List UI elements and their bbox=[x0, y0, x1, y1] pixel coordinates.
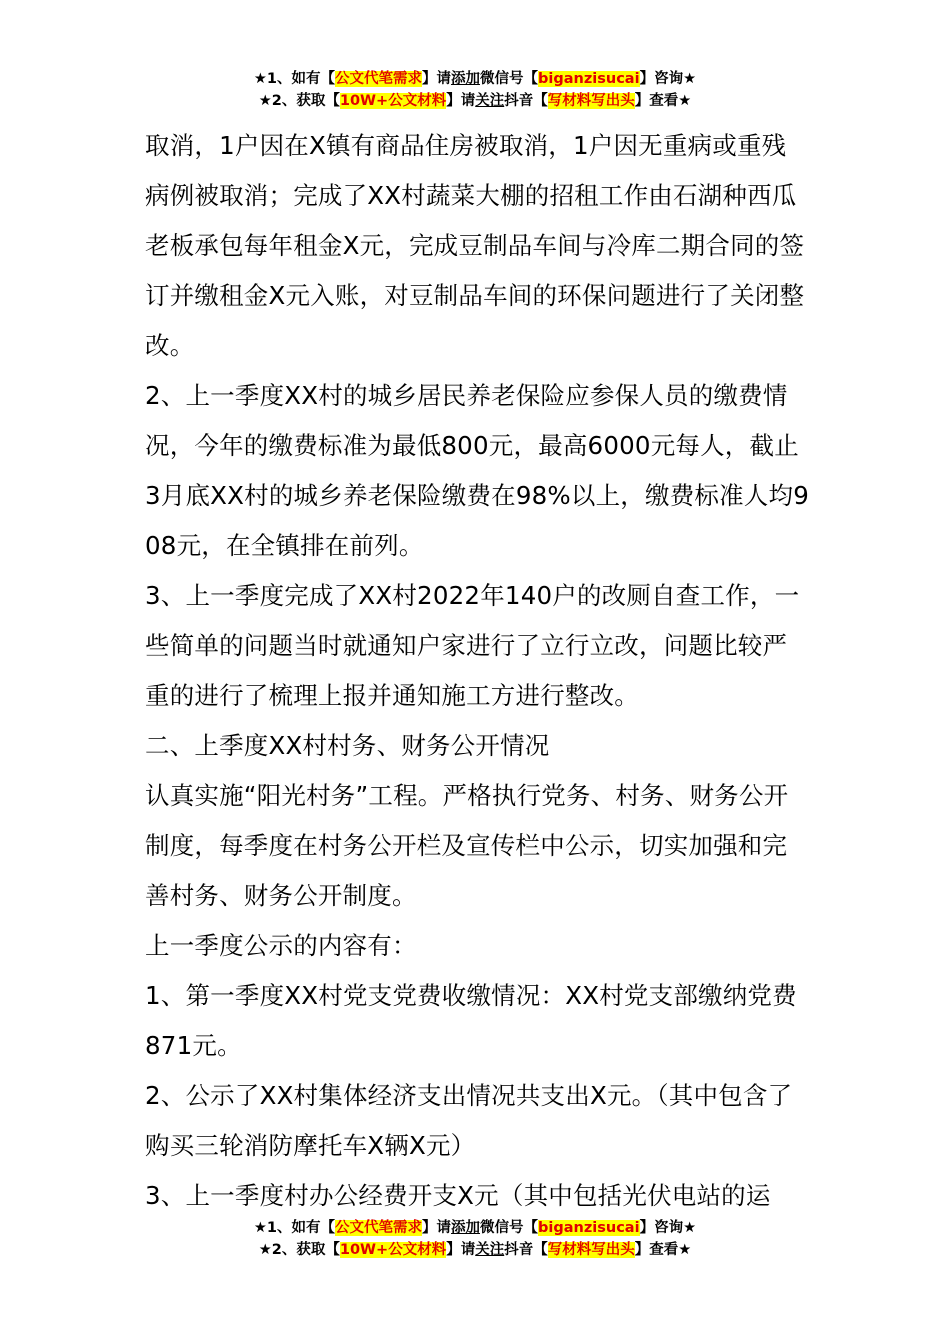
banner-line-2: ★2、获取【10W+公文材料】请关注抖音【写材料写出头】查看★ bbox=[258, 93, 692, 109]
banner-highlight: biganzisucai bbox=[538, 1220, 640, 1236]
paragraph: 3、上一季度完成了XX村2022年140户的改厕自查工作，一些简单的问题当时就通知户家进行了立行立改，问题比较严重的进行了梳理上报并通知施工方进行整改。 bbox=[145, 581, 800, 710]
banner-highlight: biganzisucai bbox=[538, 71, 640, 87]
paragraph: 取消，1户因在X镇有商品住房被取消，1户因无重病或重残病例被取消；完成了XX村蔬菜大棚的招租工作由石湖种西瓜老板承包每年租金X元，完成豆制品车间与冷库二期合同的签订并缴租金X元入账，对豆制品车间的环保问题进行了关闭整改。 bbox=[145, 131, 805, 360]
banner-highlight: 写材料写出头 bbox=[547, 93, 635, 109]
banner-highlight: 公文代笔需求 bbox=[335, 1220, 423, 1236]
banner-line-2: ★2、获取【10W+公文材料】请关注抖音【写材料写出头】查看★ bbox=[258, 1242, 692, 1258]
section-heading: 二、上季度XX村村务、财务公开情况 bbox=[145, 731, 550, 760]
footer-banner bbox=[0, 1217, 950, 1261]
banner-highlight: 10W+公文材料 bbox=[339, 1242, 447, 1258]
banner-highlight: 10W+公文材料 bbox=[339, 93, 447, 109]
banner-line-1: ★1、如有【公文代笔需求】请添加微信号【biganzisucai】咨询★ bbox=[253, 1220, 697, 1236]
banner-highlight: 公文代笔需求 bbox=[335, 71, 423, 87]
document-body bbox=[145, 121, 810, 1221]
banner-line-1: ★1、如有【公文代笔需求】请添加微信号【biganzisucai】咨询★ bbox=[253, 71, 697, 87]
header-banner bbox=[0, 68, 950, 112]
banner-highlight: 写材料写出头 bbox=[547, 1242, 635, 1258]
paragraph: 认真实施“阳光村务”工程。严格执行党务、村务、财务公开制度，每季度在村务公开栏及宣传栏中公示，切实加强和完善村务、财务公开制度。 bbox=[145, 781, 789, 910]
paragraph: 2、公示了XX村集体经济支出情况共支出X元。（其中包含了购买三轮消防摩托车X辆X元） bbox=[145, 1081, 793, 1160]
paragraph: 1、第一季度XX村党支党费收缴情况：XX村党支部缴纳党费871元。 bbox=[145, 981, 797, 1060]
paragraph: 2、上一季度XX村的城乡居民养老保险应参保人员的缴费情况，今年的缴费标准为最低800元，最高6000元每人，截止3月底XX村的城乡养老保险缴费在98%以上，缴费标准人均908元，在全镇排在前列。 bbox=[145, 381, 809, 560]
paragraph: 3、上一季度村办公经费开支X元（其中包括光伏电站的运 bbox=[145, 1181, 771, 1210]
paragraph: 上一季度公示的内容有： bbox=[145, 931, 417, 960]
